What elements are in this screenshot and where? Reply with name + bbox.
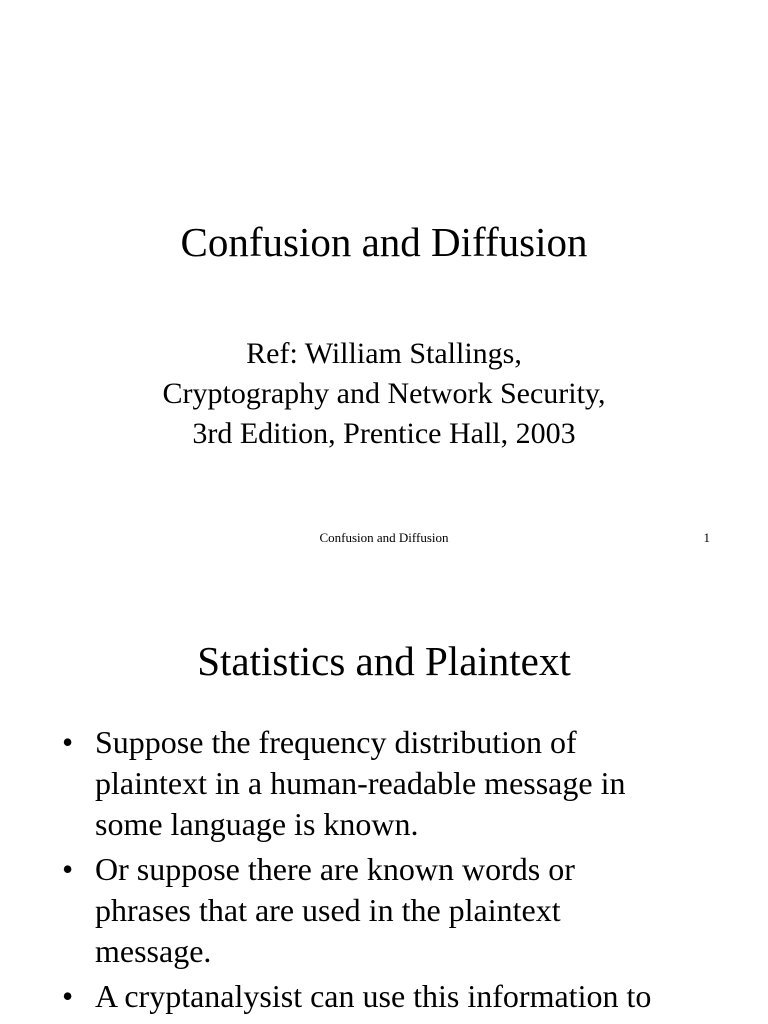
bullet-list <box>0 722 768 1021</box>
bullet-icon: • <box>62 978 74 1014</box>
footer-title: Confusion and Diffusion <box>319 530 449 545</box>
bullet-text-line: plaintext in a human-readable message in <box>95 765 626 801</box>
reference-line: 3rd Edition, Prentice Hall, 2003 <box>192 417 576 450</box>
bullet-text-line: phrases that are used in the plaintext <box>95 892 561 928</box>
slide-2 <box>0 576 768 1024</box>
bullet-item <box>0 976 768 1017</box>
page-number: 1 <box>703 530 710 545</box>
slide-title: Statistics and Plaintext <box>197 638 571 684</box>
bullet-icon: • <box>62 724 74 760</box>
bullet-item <box>0 722 768 845</box>
bullet-item <box>0 849 768 972</box>
bullet-text-line: message. <box>95 933 212 969</box>
slide-title: Confusion and Diffusion <box>180 219 588 265</box>
reference-block <box>0 334 768 454</box>
reference-line: Cryptography and Network Security, <box>162 377 606 410</box>
reference-line: Ref: William Stallings, <box>246 337 522 370</box>
bullet-text-line: Suppose the frequency distribution of <box>95 724 577 760</box>
bullet-text-line: A cryptanalysist can use this information to <box>95 978 652 1014</box>
bullet-text-line: Or suppose there are known words or <box>95 851 575 887</box>
bullet-text-line: some language is known. <box>95 806 419 842</box>
bullet-icon: • <box>62 851 74 887</box>
